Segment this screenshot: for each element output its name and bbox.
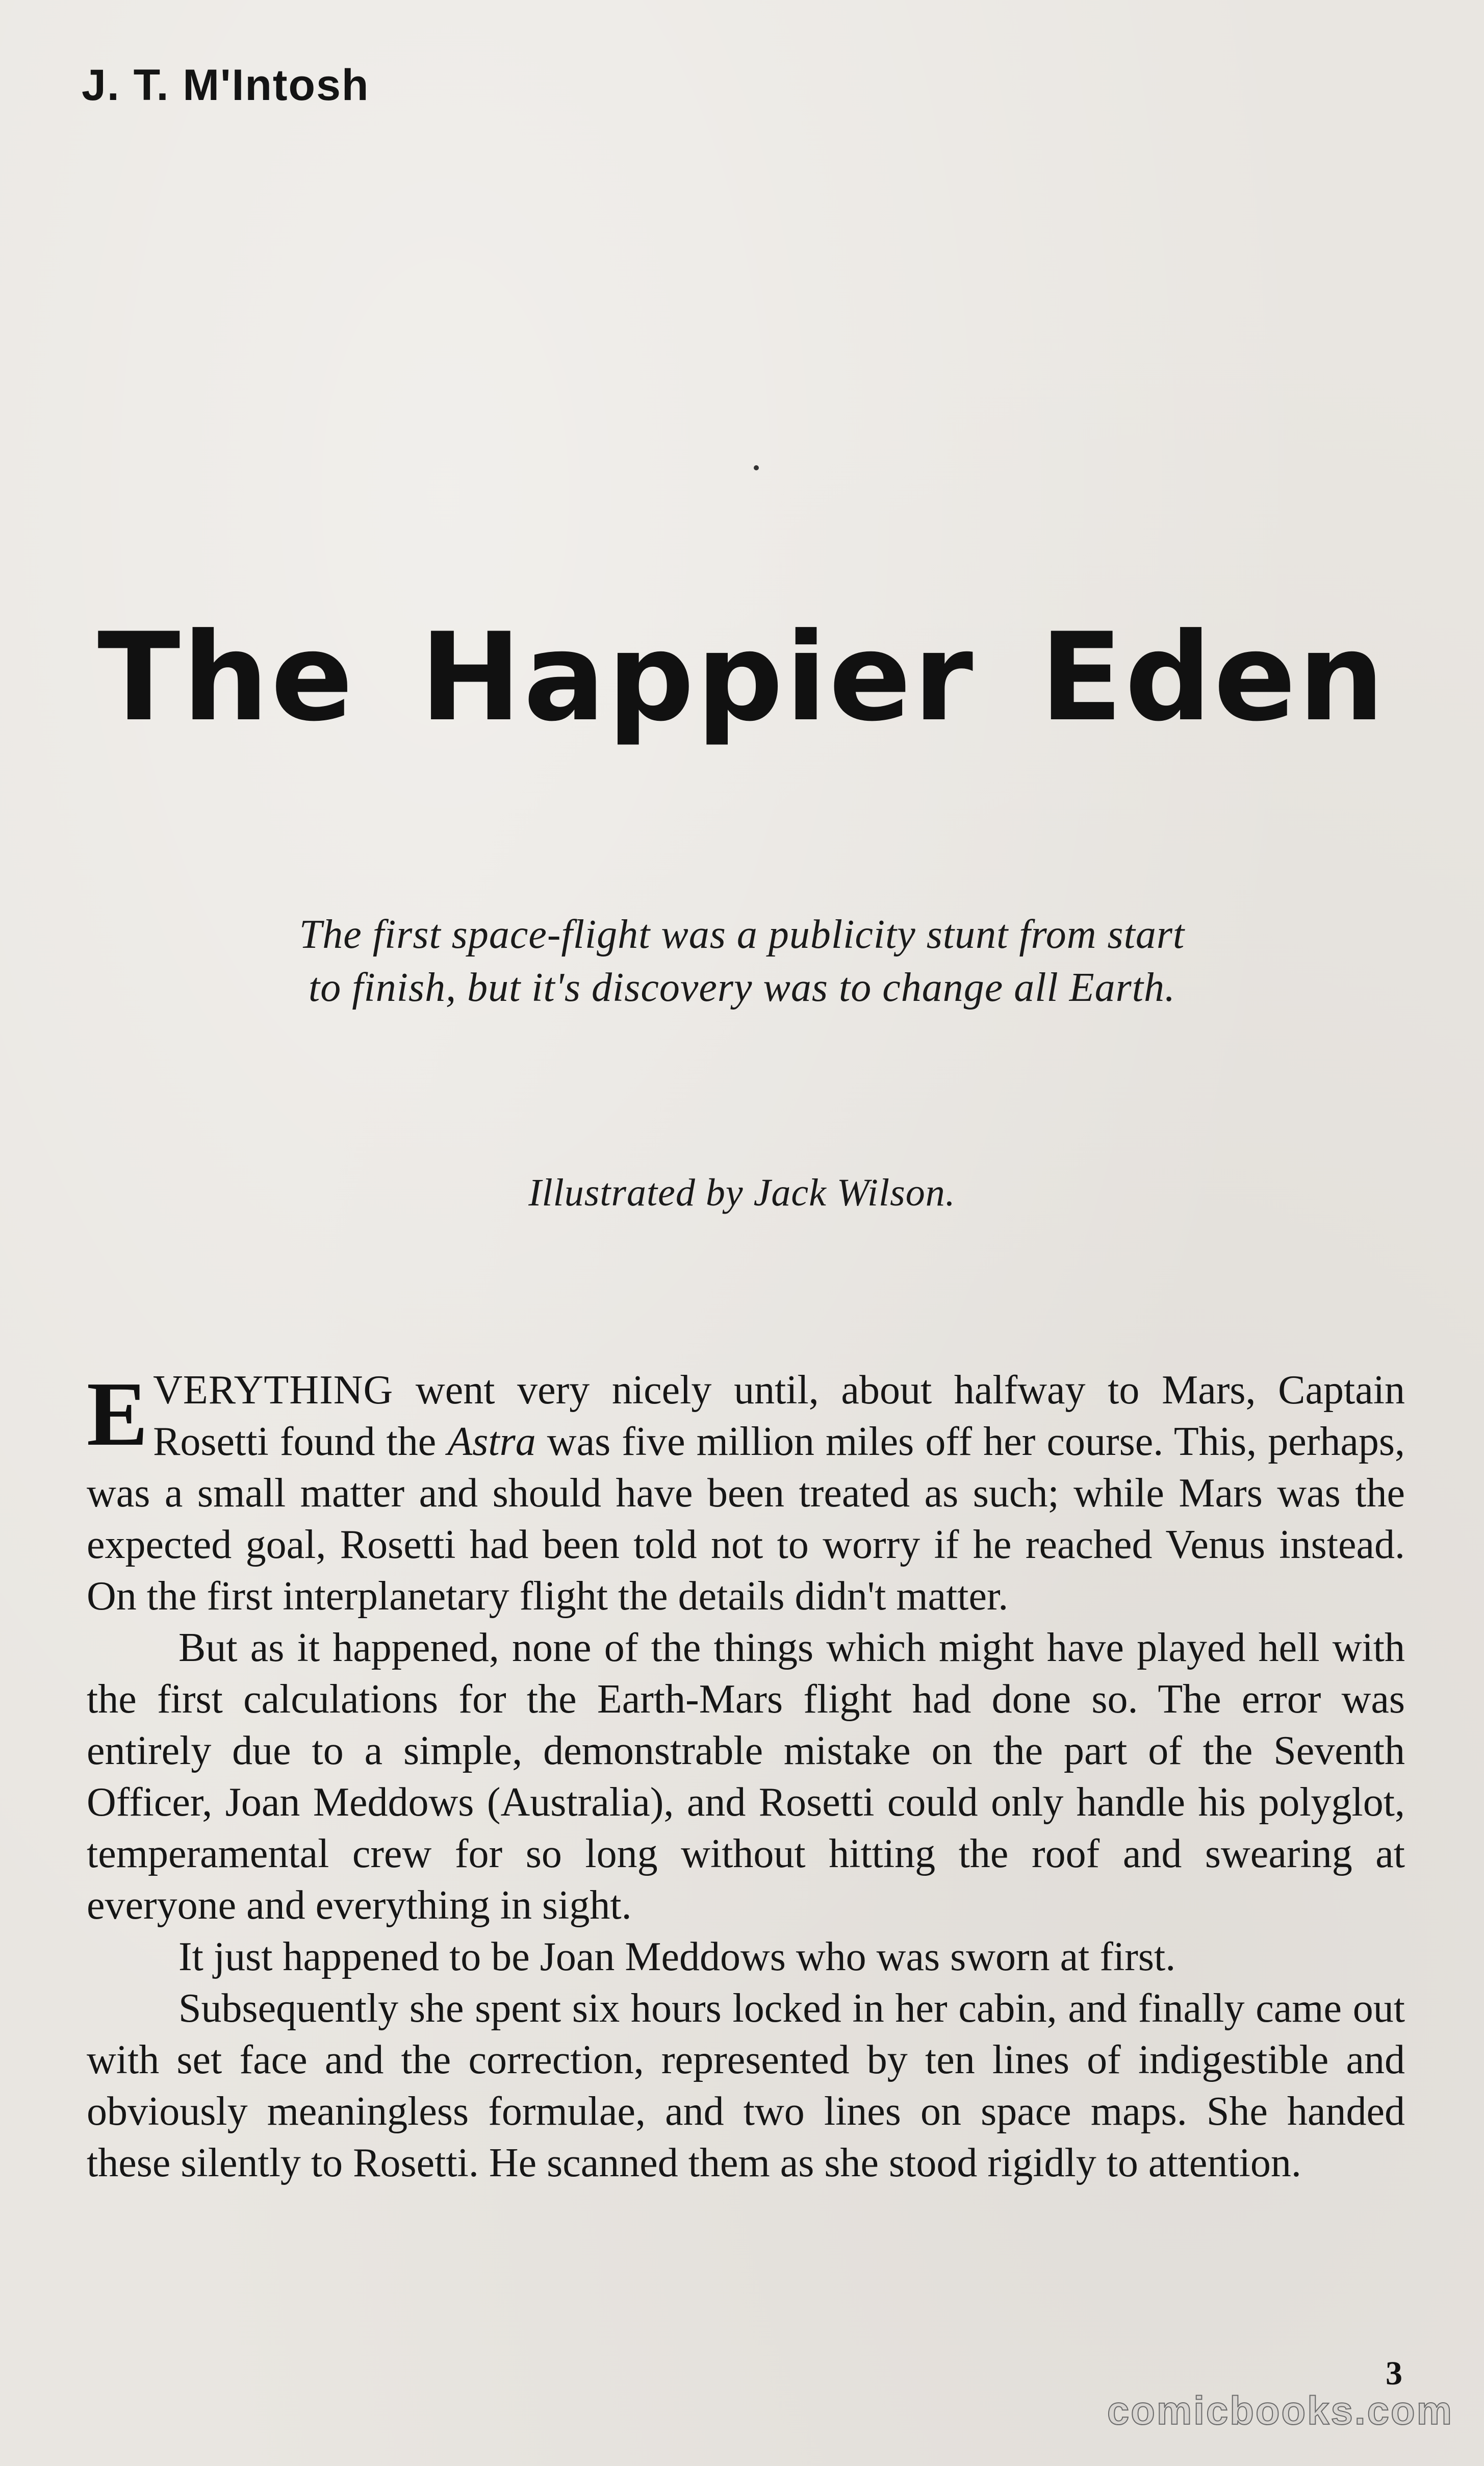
story-body: [87, 1365, 1405, 2189]
paragraph-1-text-a: went very nicely until, about halfway to Mars, Captain Rosetti found the: [153, 1368, 1405, 1464]
illustrator-credit: Illustrated by Jack Wilson.: [528, 1171, 956, 1214]
paragraph-1-text-b: was five million miles off her course. This, perhaps, was a small matter and should have been treated as such; while Mars was the expected goal, Rosetti had been told not to worry if he reached Venus instead. On the first interplanetary flight the details didn't matter.: [87, 1419, 1405, 1619]
ink-speck: [754, 465, 759, 470]
paragraph-4: Subsequently she spent six hours locked in her cabin, and finally came out with set face and the correction, represented by ten lines of indigestible and obviously meaningless formulae, and two lines on space maps. She handed these silently to Rosetti. He scanned them as she stood rigidly to attention.: [87, 1986, 1405, 2185]
author-name: J. T. M'Intosh: [82, 61, 370, 110]
paragraph-2: But as it happened, none of the things which might have played hell with the first calculations for the Earth-Mars flight had done so. The error was entirely due to a simple, demonstrable mistake on the part of the Seventh Officer, Joan Meddows (Australia), and Rosetti could only handle his polyglot, temperamental crew for so long without hitting the roof and swearing at everyone and everything in sight.: [87, 1625, 1405, 1928]
site-watermark: comicbooks.com: [1107, 2388, 1453, 2433]
story-title: The Happier Eden: [97, 607, 1387, 748]
paragraph-1: [87, 1365, 1405, 1622]
ship-name: Astra: [447, 1419, 536, 1464]
drop-cap: E: [87, 1363, 148, 1465]
blurb-line-1: The first space-flight was a publicity stunt from start: [299, 912, 1185, 957]
opening-word: VERYTHING: [153, 1368, 394, 1413]
paragraph-3: It just happened to be Joan Meddows who was sworn at first.: [178, 1934, 1176, 1979]
story-blurb: [0, 908, 1484, 1014]
blurb-line-2: to finish, but it's discovery was to change all Earth.: [309, 965, 1175, 1010]
page-number: 3: [1386, 2355, 1402, 2392]
